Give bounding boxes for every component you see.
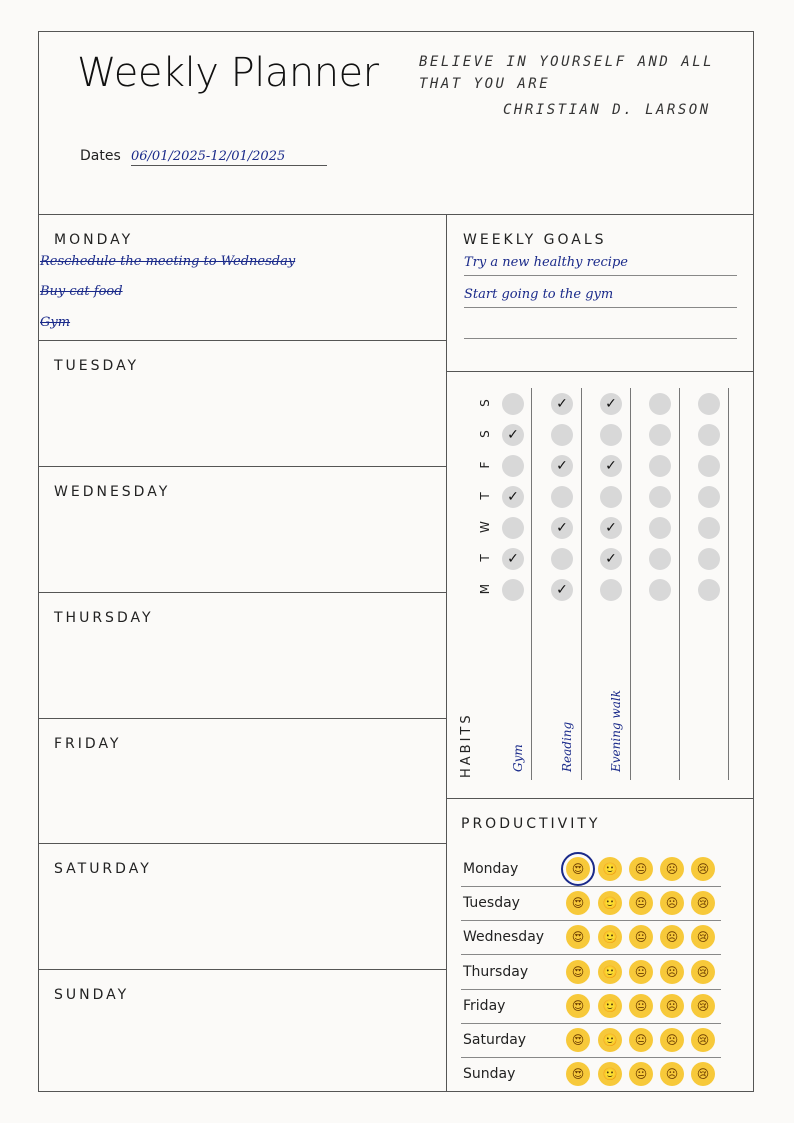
productivity-row (461, 887, 721, 921)
divider (38, 340, 447, 341)
habit-check-circle[interactable] (698, 424, 720, 446)
goal-item[interactable]: Try a new healthy recipe (464, 255, 737, 276)
habits-label: HABITS (459, 712, 474, 778)
productivity-row (461, 1024, 721, 1058)
day-label-friday: FRIDAY (54, 736, 122, 752)
goal-item[interactable]: Start going to the gym (464, 287, 737, 308)
sad-face-icon[interactable]: 😢 (691, 994, 715, 1018)
habit-check-circle[interactable] (649, 548, 671, 570)
habit-column-divider (679, 388, 680, 780)
habit-check-circle[interactable]: ✓ (551, 455, 573, 477)
page-title: Weekly Planner (77, 50, 379, 96)
productivity-row (461, 990, 721, 1024)
habit-check-circle[interactable]: ✓ (551, 579, 573, 601)
habit-check-circle[interactable] (649, 517, 671, 539)
habit-check-circle[interactable] (649, 393, 671, 415)
habit-name[interactable]: Gym (511, 744, 525, 772)
productivity-day-label: Tuesday (463, 895, 520, 912)
day-label-tuesday: TUESDAY (54, 358, 140, 374)
productivity-row (461, 921, 721, 955)
divider (38, 718, 447, 719)
habit-check-circle[interactable]: ✓ (502, 486, 524, 508)
frown-face-icon[interactable]: ☹ (660, 857, 684, 881)
habit-check-circle[interactable] (698, 548, 720, 570)
task-item[interactable]: Reschedule the meeting to Wednesday (40, 254, 296, 269)
productivity-day-label: Sunday (463, 1066, 516, 1083)
habit-check-circle[interactable]: ✓ (600, 393, 622, 415)
love-face-icon[interactable]: 😍 (566, 1062, 590, 1086)
sad-face-icon[interactable]: 😢 (691, 925, 715, 949)
neutral-face-icon[interactable]: 😐 (629, 1062, 653, 1086)
smile-face-icon[interactable]: 🙂 (598, 857, 622, 881)
habit-check-circle[interactable] (502, 393, 524, 415)
frown-face-icon[interactable]: ☹ (660, 994, 684, 1018)
selected-ring (561, 852, 595, 886)
habit-day-letter: S (478, 399, 492, 407)
days-column (38, 214, 447, 1092)
frown-face-icon[interactable]: ☹ (660, 960, 684, 984)
productivity-day-label: Friday (463, 997, 506, 1014)
habit-check-circle[interactable]: ✓ (600, 517, 622, 539)
smile-face-icon[interactable]: 🙂 (598, 891, 622, 915)
productivity-title: PRODUCTIVITY (461, 816, 601, 832)
productivity-day-label: Thursday (463, 963, 529, 980)
habit-check-circle[interactable]: ✓ (551, 393, 573, 415)
habit-check-circle[interactable] (698, 393, 720, 415)
habit-day-letter: S (478, 430, 492, 438)
smile-face-icon[interactable]: 🙂 (598, 925, 622, 949)
love-face-icon[interactable]: 😍 (566, 891, 590, 915)
habit-name[interactable]: Reading (560, 721, 574, 772)
dates-field[interactable]: 06/01/2025-12/01/2025 (131, 149, 327, 166)
love-face-icon[interactable]: 😍 (566, 925, 590, 949)
habit-check-circle[interactable]: ✓ (551, 517, 573, 539)
smile-face-icon[interactable]: 🙂 (598, 994, 622, 1018)
sad-face-icon[interactable]: 😢 (691, 960, 715, 984)
habit-day-letter: T (478, 492, 492, 500)
habit-day-letter: T (478, 554, 492, 562)
habit-check-circle[interactable] (698, 517, 720, 539)
neutral-face-icon[interactable]: 😐 (629, 857, 653, 881)
habit-check-circle[interactable]: ✓ (502, 548, 524, 570)
day-label-wednesday: WEDNESDAY (54, 484, 171, 500)
habit-check-circle[interactable] (698, 579, 720, 601)
love-face-icon[interactable]: 😍 (566, 994, 590, 1018)
smile-face-icon[interactable]: 🙂 (598, 1062, 622, 1086)
love-face-icon[interactable]: 😍 (566, 1028, 590, 1052)
habit-check-circle[interactable] (551, 548, 573, 570)
habit-check-circle[interactable] (551, 486, 573, 508)
habit-check-circle[interactable] (698, 486, 720, 508)
habit-name[interactable]: Evening walk (609, 690, 623, 772)
divider (38, 466, 447, 467)
love-face-icon[interactable]: 😍 (566, 960, 590, 984)
habit-check-circle[interactable] (502, 579, 524, 601)
productivity-row (461, 956, 721, 990)
neutral-face-icon[interactable]: 😐 (629, 891, 653, 915)
habit-column-divider (531, 388, 532, 780)
love-face-icon[interactable]: 😍 (566, 857, 590, 881)
habit-check-circle[interactable] (649, 579, 671, 601)
goals-title: WEEKLY GOALS (463, 232, 607, 248)
task-item[interactable]: Buy cat food (40, 284, 123, 299)
quote-author: CHRISTIAN D. LARSON (503, 102, 711, 118)
quote-line-1: BELIEVE IN YOURSELF AND ALL (419, 54, 715, 70)
habit-check-circle[interactable]: ✓ (502, 424, 524, 446)
task-item[interactable]: Gym (40, 315, 71, 330)
habit-column-divider (581, 388, 582, 780)
productivity-row (461, 853, 721, 887)
day-label-sunday: SUNDAY (54, 987, 130, 1003)
divider (38, 592, 447, 593)
habit-check-circle[interactable] (551, 424, 573, 446)
day-label-saturday: SATURDAY (54, 861, 152, 877)
day-label-thursday: THURSDAY (54, 610, 154, 626)
dates-label: Dates (80, 148, 121, 164)
neutral-face-icon[interactable]: 😐 (629, 925, 653, 949)
sad-face-icon[interactable]: 😢 (691, 1028, 715, 1052)
habit-check-circle[interactable] (600, 579, 622, 601)
habit-check-circle[interactable]: ✓ (600, 548, 622, 570)
habit-check-circle[interactable] (649, 424, 671, 446)
neutral-face-icon[interactable]: 😐 (629, 994, 653, 1018)
habit-column-divider (630, 388, 631, 780)
habit-check-circle[interactable] (502, 455, 524, 477)
productivity-day-label: Monday (463, 861, 519, 877)
productivity-day-label: Saturday (463, 1032, 527, 1048)
habit-day-letter: M (478, 583, 492, 595)
habit-check-circle[interactable] (600, 424, 622, 446)
frown-face-icon[interactable]: ☹ (660, 925, 684, 949)
productivity-day-label: Wednesday (463, 929, 545, 946)
divider (38, 969, 447, 970)
quote-line-2: THAT YOU ARE (419, 76, 551, 92)
habit-check-circle[interactable]: ✓ (600, 455, 622, 477)
goal-empty-line[interactable] (464, 337, 737, 339)
frown-face-icon[interactable]: ☹ (660, 1062, 684, 1086)
frown-face-icon[interactable]: ☹ (660, 891, 684, 915)
neutral-face-icon[interactable]: 😐 (629, 1028, 653, 1052)
productivity-row (461, 1058, 721, 1092)
habit-check-circle[interactable] (600, 486, 622, 508)
sad-face-icon[interactable]: 😢 (691, 891, 715, 915)
smile-face-icon[interactable]: 🙂 (598, 1028, 622, 1052)
day-label-monday: MONDAY (54, 232, 134, 248)
divider (38, 843, 447, 844)
habit-check-circle[interactable] (698, 455, 720, 477)
sad-face-icon[interactable]: 😢 (691, 1062, 715, 1086)
habit-day-letter: W (478, 521, 492, 533)
habit-column-divider (728, 388, 729, 780)
habit-check-circle[interactable] (649, 455, 671, 477)
frown-face-icon[interactable]: ☹ (660, 1028, 684, 1052)
habit-check-circle[interactable] (502, 517, 524, 539)
habit-day-letter: F (478, 461, 492, 469)
habit-check-circle[interactable] (649, 486, 671, 508)
sad-face-icon[interactable]: 😢 (691, 857, 715, 881)
neutral-face-icon[interactable]: 😐 (629, 960, 653, 984)
smile-face-icon[interactable]: 🙂 (598, 960, 622, 984)
